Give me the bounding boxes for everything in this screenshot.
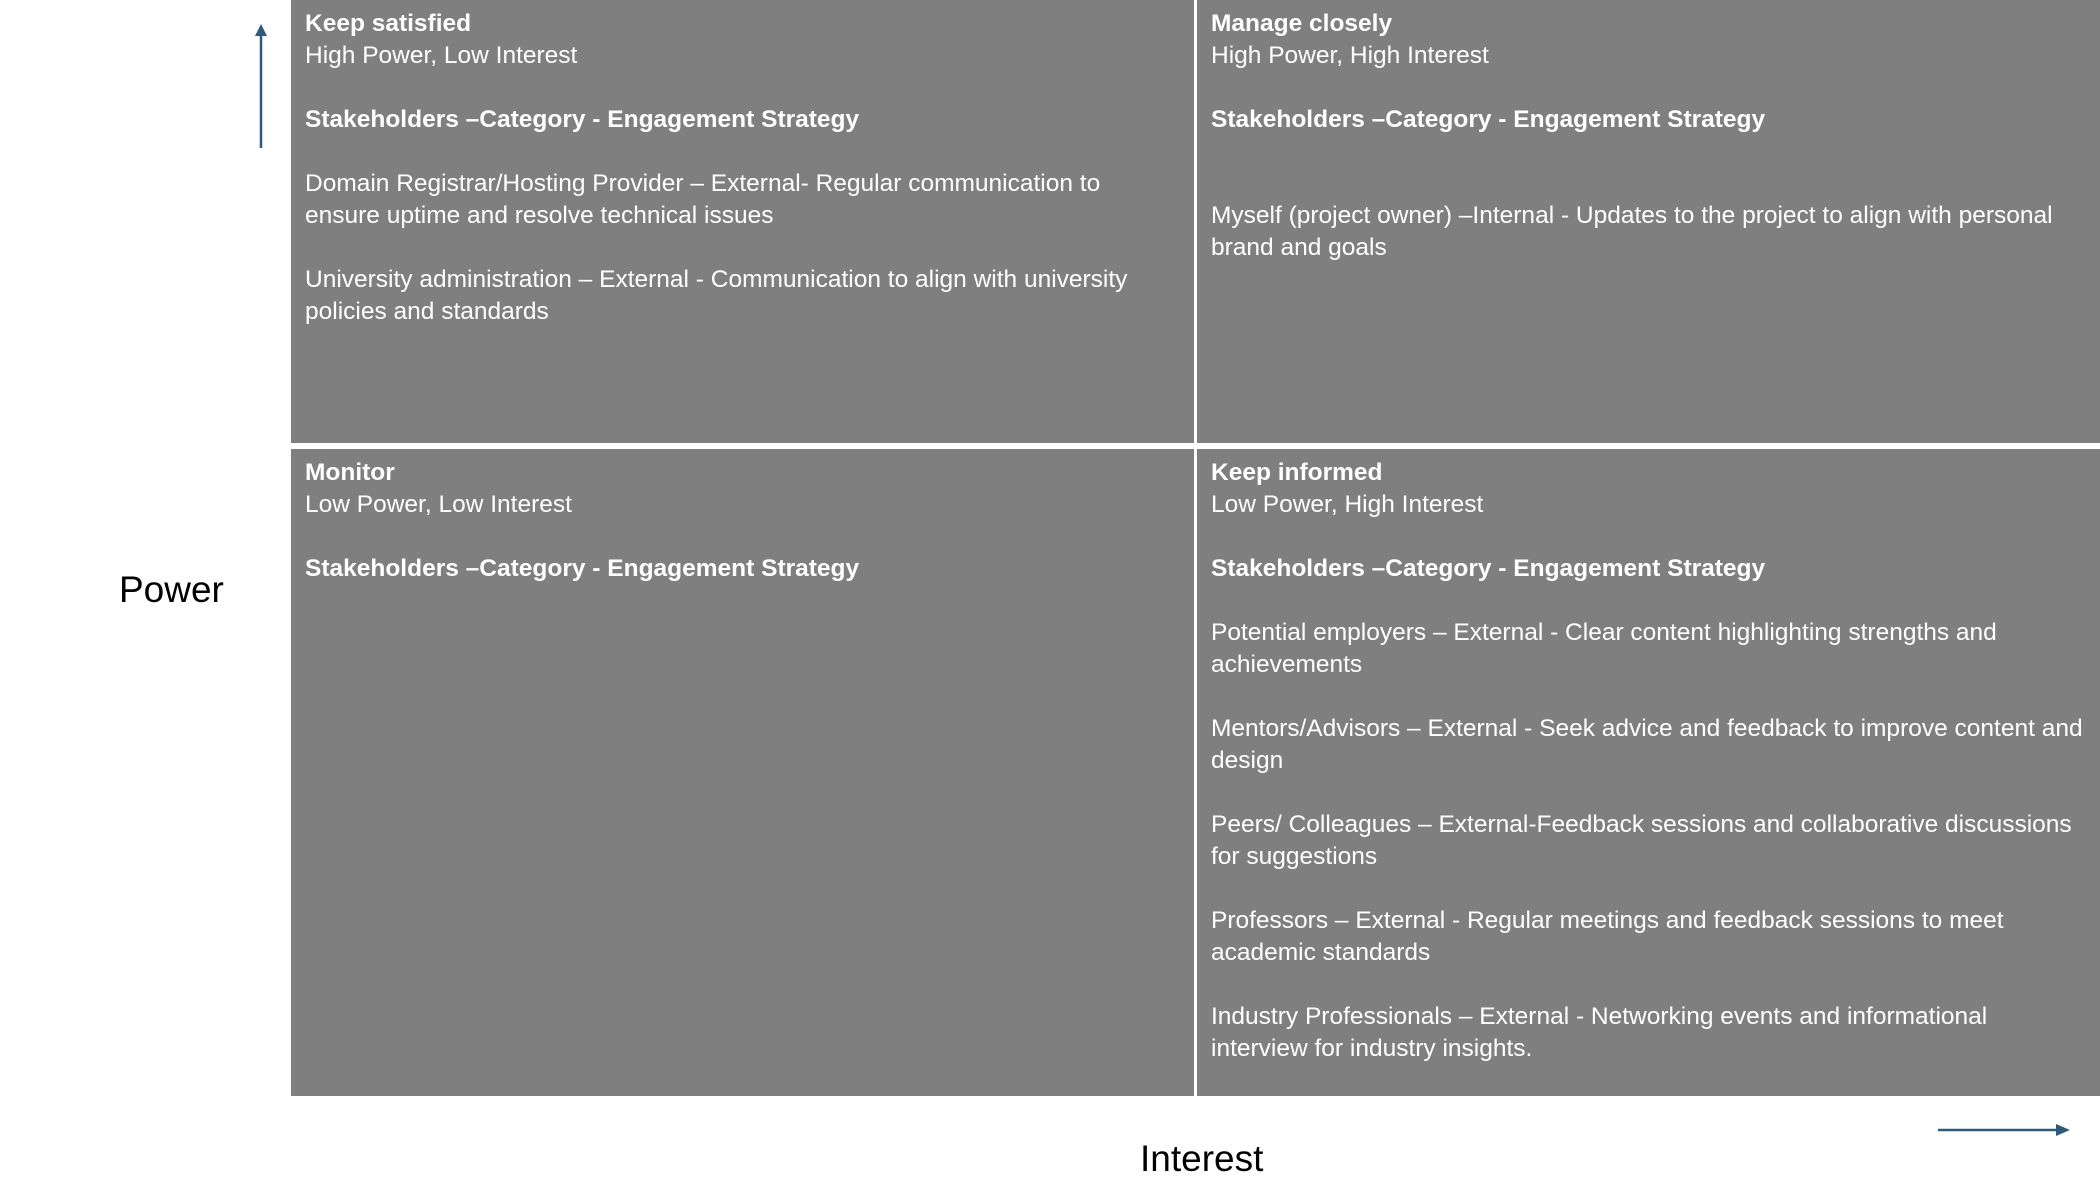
quadrant-header: Stakeholders –Category - Engagement Strategy	[1211, 106, 1766, 133]
quadrant-title: Keep informed	[1211, 459, 1383, 486]
quadrant-keep-satisfied	[291, 0, 1194, 443]
quadrant-manage-closely	[1197, 0, 2100, 443]
stakeholder-item: University administration – External - Communication to align with university policies and standards	[305, 266, 1128, 325]
quadrant-title: Keep satisfied	[305, 10, 472, 37]
quadrant-header: Stakeholders –Category - Engagement Strategy	[1211, 555, 1766, 582]
y-axis-label: Power	[119, 569, 224, 610]
quadrant-subtitle: Low Power, High Interest	[1211, 491, 1484, 518]
stakeholder-item: Domain Registrar/Hosting Provider – External- Regular communication to ensure uptime and resolve technical issues	[305, 170, 1101, 229]
quadrant-subtitle: High Power, High Interest	[1211, 42, 1489, 69]
quadrant-monitor	[291, 449, 1194, 1096]
stakeholder-item: Mentors/Advisors – External - Seek advice and feedback to improve content and design	[1211, 715, 2083, 774]
stakeholder-item: Myself (project owner) –Internal - Updates to the project to align with personal brand and goals	[1211, 202, 2053, 261]
interest-axis-arrow-icon	[1936, 1121, 2072, 1139]
quadrant-title: Monitor	[305, 459, 395, 486]
stakeholder-item: Potential employers – External - Clear content highlighting strengths and achievements	[1211, 619, 1997, 678]
quadrant-title: Manage closely	[1211, 10, 1393, 37]
x-axis-label: Interest	[1140, 1138, 1264, 1179]
quadrant-header: Stakeholders –Category - Engagement Strategy	[305, 555, 860, 582]
stakeholder-item: Professors – External - Regular meetings and feedback sessions to meet academic standards	[1211, 907, 2004, 966]
stakeholder-item: Industry Professionals – External - Networking events and informational interview for industry insights.	[1211, 1003, 1988, 1062]
quadrant-subtitle: High Power, Low Interest	[305, 42, 578, 69]
quadrant-subtitle: Low Power, Low Interest	[305, 491, 572, 518]
quadrant-keep-informed	[1197, 449, 2100, 1096]
quadrant-header: Stakeholders –Category - Engagement Strategy	[305, 106, 860, 133]
power-axis-arrow-icon	[250, 22, 274, 152]
stakeholder-item: Peers/ Colleagues – External-Feedback sessions and collaborative discussions for suggestions	[1211, 811, 2072, 870]
